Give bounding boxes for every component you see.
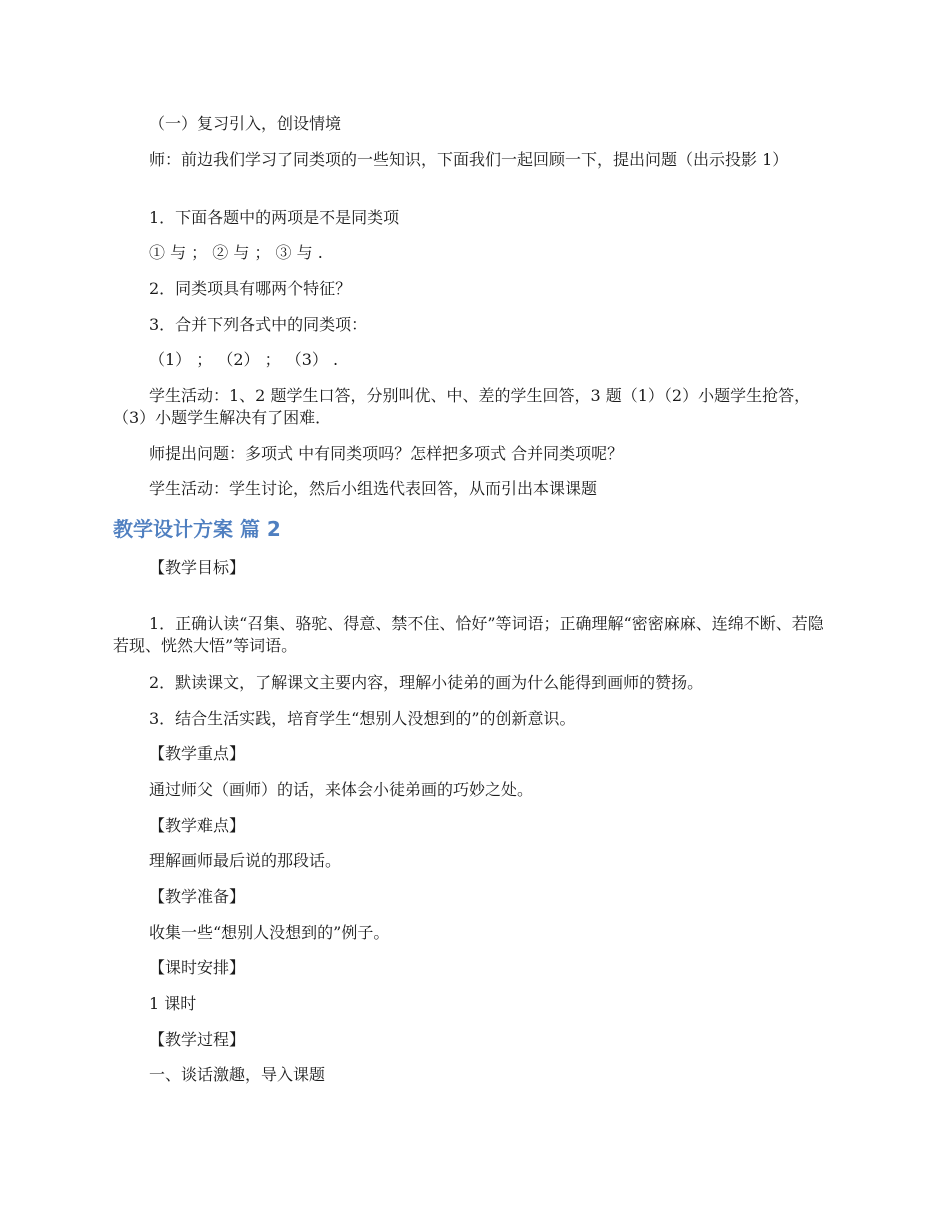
preparation-title: 【教学准备】 <box>149 887 246 906</box>
question-1: 1．下面各题中的两项是不是同类项 <box>149 208 400 227</box>
goals-title: 【教学目标】 <box>149 558 246 577</box>
schedule-title: 【课时安排】 <box>149 958 246 977</box>
section-title: （一）复习引入，创设情境 <box>149 114 342 133</box>
schedule-text: 1 课时 <box>149 994 197 1013</box>
student-activity-paragraph: 学生活动：1、2 题学生口答，分别叫优、中、差的学生回答，3 题（1）（2）小题学生抢答，（3）小题学生解决有了困难． <box>113 386 811 427</box>
teacher-intro-paragraph: 师：前边我们学习了同类项的一些知识，下面我们一起回顾一下，提出问题（出示投影 1） <box>149 150 789 169</box>
goal-3: 3．结合生活实践，培育学生“想别人没想到的”的创新意识。 <box>149 709 576 728</box>
question-3: 3．合并下列各式中的同类项： <box>149 315 368 334</box>
question-3-items: （1） ； （2） ； （3） . <box>149 350 339 369</box>
goal-2: 2．默读课文，了解课文主要内容，理解小徒弟的画为什么能得到画师的赞扬。 <box>149 673 704 692</box>
goal-1: 1．正确认读“召集、骆驼、得意、禁不住、恰好”等词语；正确理解“密密麻麻、连绵不断、若隐若现、恍然大悟”等词语。 <box>113 614 824 655</box>
preparation-text: 收集一些“想别人没想到的”例子。 <box>149 923 390 942</box>
question-1-items: ① 与 ； ② 与 ； ③ 与 . <box>149 243 323 262</box>
section-heading: 教学设计方案 篇 2 <box>113 517 281 541</box>
process-title: 【教学过程】 <box>149 1030 246 1049</box>
question-2: 2．同类项具有哪两个特征？ <box>149 279 352 298</box>
difficulty-text: 理解画师最后说的那段话。 <box>149 851 342 870</box>
teacher-question-paragraph: 师提出问题：多项式 中有同类项吗？怎样把多项式 合并同类项呢？ <box>149 444 624 463</box>
key-points-text: 通过师父（画师）的话，来体会小徒弟画的巧妙之处。 <box>149 780 534 799</box>
difficulty-title: 【教学难点】 <box>149 816 246 835</box>
key-points-title: 【教学重点】 <box>149 744 246 763</box>
student-discussion-paragraph: 学生活动：学生讨论，然后小组选代表回答，从而引出本课课题 <box>149 479 598 498</box>
process-step-1: 一、谈话激趣，导入课题 <box>149 1065 326 1084</box>
